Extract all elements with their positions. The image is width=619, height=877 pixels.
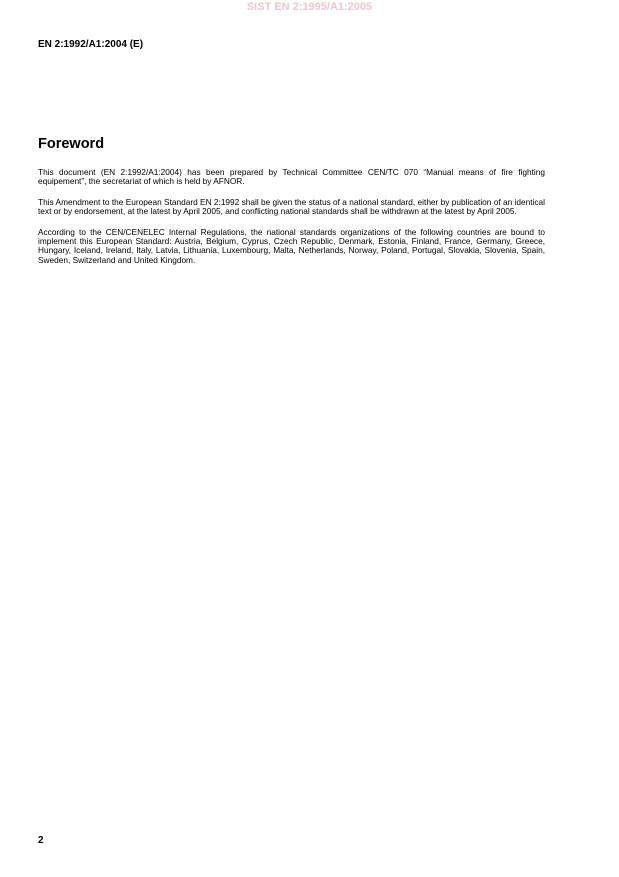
paragraph-preparation: This document (EN 2:1992/A1:2004) has been prepared by Technical Committee CEN/TC 070 “Manual means of fire fighting equipement”, the secretariat of which is held by AFNOR. [38, 167, 545, 187]
paragraph-national-status: This Amendment to the European Standard EN 2:1992 shall be given the status of a national standard, either by publication of an identical text or by endorsement, at the latest by April 2005, and conflicting national standards shall be withdrawn at the latest by April 2005. [38, 196, 545, 217]
watermark: SIST EN 2:1995/A1:2005 [246, 1, 373, 13]
page-number: 2 [38, 835, 44, 846]
document-id: EN 2:1992/A1:2004 (E) [38, 39, 144, 50]
section-title: Foreword [38, 136, 105, 152]
foreword-body [38, 168, 545, 276]
paragraph-implementing-countries: According to the CEN/CENELEC Internal Regulations, the national standards organizations of the following countries are bound to implement this European Standard: Austria, Belgium, Cyprus, Czech Republic, Denmark, Estonia, Finland, France, Germany, Greece, Hungary, Iceland, Ireland, Italy, Latvia, Lithuania, Luxembourg, Malta, Netherlands, Norway, Poland, Portugal, Slovakia, Slovenia, Spain, Sweden, Switzerland and United Kingdom. [38, 226, 545, 265]
